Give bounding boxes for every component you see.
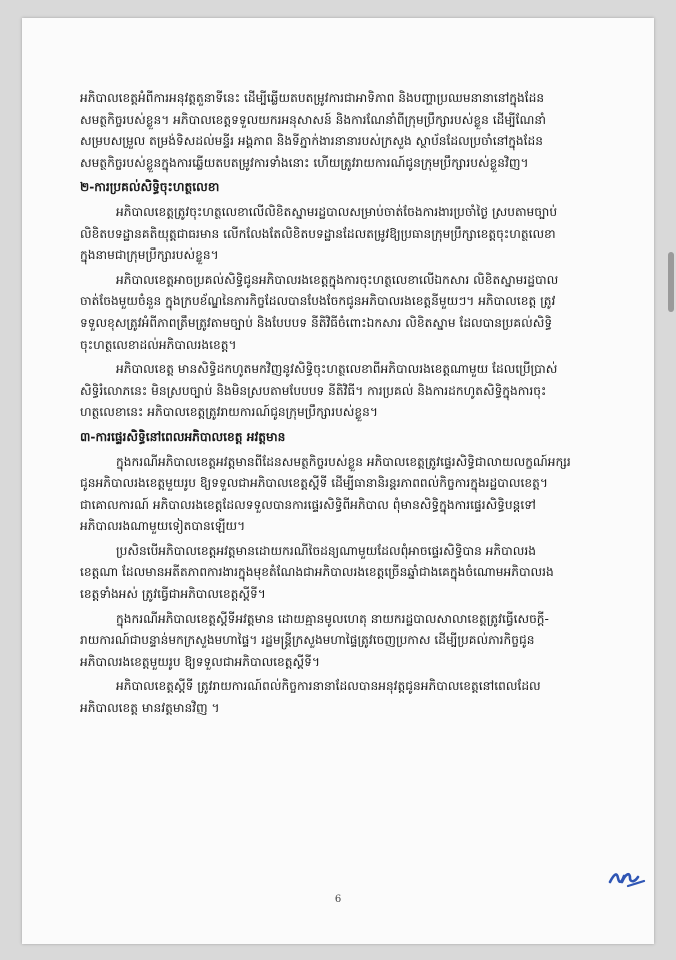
paragraph — [80, 452, 600, 538]
text-line: ប្រសិនបើអភិបាលខេត្តអវត្តមានដោយករណីចៃដន្យណាមួយដែលពុំអាចផ្ទេរសិទ្ធិបាន អភិបាលរង — [116, 543, 536, 558]
text-line: អភិបាលរងណាមួយទៀតបានឡើយ។ — [80, 519, 246, 534]
text-line: អភិបាលខេត្តត្រូវចុះហត្ថលេខាលើលិខិតស្នាមរដ្ឋបាលសម្រាប់ចាត់ចែងការងារប្រចាំថ្ងៃ ស្របតាមច្បាប់ — [116, 204, 558, 219]
text-line: ក្នុងករណីអភិបាលខេត្តស្តីទីអវត្តមាន ដោយគ្មានមូលហេតុ នាយករដ្ឋបាលសាលាខេត្តត្រូវធ្វើសេចក្តី- — [116, 611, 549, 626]
paragraph — [80, 609, 600, 674]
document-page — [22, 18, 654, 944]
text-line: សមត្ថកិច្ចរបស់ខ្លួនក្នុងការឆ្លើយតបតម្រូវការទាំងនោះ ហើយត្រូវរាយការណ៍ជូនក្រុមប្រឹក្សារបស់ខ្លួនវិញ។ — [80, 155, 529, 170]
paragraph — [80, 270, 600, 356]
text-line: អភិបាលខេត្ត មានសិទ្ធិដកហូតមកវិញនូវសិទ្ធិចុះហត្ថលេខាពីអភិបាលរងខេត្តណាមួយ ដែលប្រើប្រាស់ — [116, 362, 558, 377]
text-line: ហត្ថលេខានេះ អភិបាលខេត្តត្រូវរាយការណ៍ជូនក្រុមប្រឹក្សារបស់ខ្លួន។ — [80, 405, 378, 420]
text-line: ខេត្តណា ដែលមានអតីតភាពការងារក្នុងមុខតំណែងជាអភិបាលរងខេត្តច្រើនឆ្នាំជាងគេក្នុងចំណោមអភិបាលរង — [80, 565, 554, 580]
text-line: ជាគោលការណ៍ អភិបាលរងខេត្តដែលទទួលបានការផ្ទេរសិទ្ធិពីអភិបាល ពុំមានសិទ្ធិក្នុងការផ្ទេរសិទ្ធិបន្តទៅ — [80, 497, 536, 512]
text-line: ក្នុងករណីអភិបាលខេត្តអវត្តមានពីដែនសមត្ថកិច្ចរបស់ខ្លួន អភិបាលខេត្តត្រូវផ្ទេរសិទ្ធិជាលាយលក្ខណ៍អក្សរ — [116, 454, 571, 469]
text-line: ចុះហត្ថលេខាដល់អភិបាលរងខេត្ត។ — [80, 337, 237, 352]
text-line: អភិបាលខេត្តអាចប្រគល់សិទ្ធិជូនអភិបាលរងខេត្តក្នុងការចុះហត្ថលេខាលើឯកសារ លិខិតស្នាមរដ្ឋបាល — [116, 272, 559, 287]
text-line: ២-ការប្រគល់សិទ្ធិចុះហត្ថលេខា — [80, 180, 220, 195]
text-line: លិខិតបទដ្ឋានគតិយុត្តជាធរមាន លើកលែងតែលិខិតបទដ្ឋានដែលតម្រូវឱ្យប្រធានក្រុមប្រឹក្សាខេត្តចុះហត្ថលេខា — [80, 226, 556, 241]
text-line: រាយការណ៍ជាបន្ទាន់មកក្រសួងមហាផ្ទៃ។ រដ្ឋមន្ត្រីក្រសួងមហាផ្ទៃត្រូវចេញប្រកាស ដើម្បីប្រគល់ភារកិច្ចជូន — [80, 633, 535, 648]
text-line: សម្របសម្រួល តម្រង់ទិសដល់មន្ទីរ អង្គភាព និងទីភ្នាក់ងារនានារបស់ក្រសួង ស្ថាប័នដែលប្រចាំនៅក្នុងដែន — [80, 134, 544, 149]
document-body — [80, 88, 600, 723]
paragraph — [80, 88, 600, 174]
handwritten-initials — [606, 864, 648, 890]
scrollbar-thumb[interactable] — [668, 252, 674, 312]
text-line: សមត្ថកិច្ចរបស់ខ្លួន។ អភិបាលខេត្តទទួលយករអនុសាសន៍ និងការណែនាំពីក្រុមប្រឹក្សារបស់ខ្លួន ដើម្បីណែនាំ — [80, 112, 547, 127]
paragraph — [80, 359, 600, 424]
text-line: ៣-ការផ្ទេរសិទ្ធិនៅពេលអភិបាលខេត្ត អវត្តមាន — [80, 429, 286, 444]
paragraph — [80, 541, 600, 606]
section-heading — [80, 177, 600, 199]
paragraph — [80, 676, 600, 719]
text-line: សិទ្ធិរំលោភនេះ មិនស្របច្បាប់ និងមិនស្របតាមបែបបទ នីតិវិធី។ ការប្រគល់ និងការដកហូតសិទ្ធិក្នុងការចុះ — [80, 383, 547, 398]
text-line: ចាត់ចែងមួយចំនួន ក្នុងក្របខ័ណ្ឌនៃភារកិច្ចដែលបានបែងចែកជូនអភិបាលរងខេត្តនីមួយៗ។ អភិបាលខេត្ត ត្រូវ — [80, 294, 556, 309]
text-line: អភិបាលខេត្តស្តីទី ត្រូវរាយការណ៍ពល់កិច្ចការនានាដែលបានអនុវត្តជូនអភិបាលខេត្តនៅពេលដែល — [116, 679, 541, 694]
text-line: ក្នុងនាមជាក្រុមប្រឹក្សារបស់ខ្លួន។ — [80, 248, 219, 263]
text-line: ខេត្តទាំងអស់ ត្រូវធ្វើជាអភិបាលខេត្តស្តីទី។ — [80, 587, 266, 602]
text-line: ជូនអភិបាលរងខេត្តមួយរូប ឱ្យទទួលជាអភិបាលខេត្តស្តីទី ដើម្បីធានានិរន្តរភាពពល់កិច្ចការក្នុងរដ្ឋបាលខេត្ត។ — [80, 476, 548, 491]
paragraph — [80, 202, 600, 267]
page-number: 6 — [334, 894, 342, 905]
text-line: អភិបាលខេត្ត មានវត្តមានវិញ ។ — [80, 701, 220, 716]
section-heading — [80, 427, 600, 449]
text-line: ទទួលខុសត្រូវអំពីភាពត្រឹមត្រូវតាមច្បាប់ និងបែបបទ នីតិវិធីចំពោះឯកសារ លិខិតស្នាម ដែលបានប្រគល់សិទ្ធិ — [80, 315, 553, 330]
text-line: អភិបាលខេត្តអំពីការអនុវត្តតួនាទីនេះ ដើម្បីឆ្លើយតបតម្រូវការជាអាទិភាព និងបញ្ហាប្រឈមនានានៅក្នុងដែន — [80, 91, 545, 105]
text-line: អភិបាលរងខេត្តមួយរូប ឱ្យទទួលជាអភិបាលខេត្តស្តីទី។ — [80, 654, 320, 669]
